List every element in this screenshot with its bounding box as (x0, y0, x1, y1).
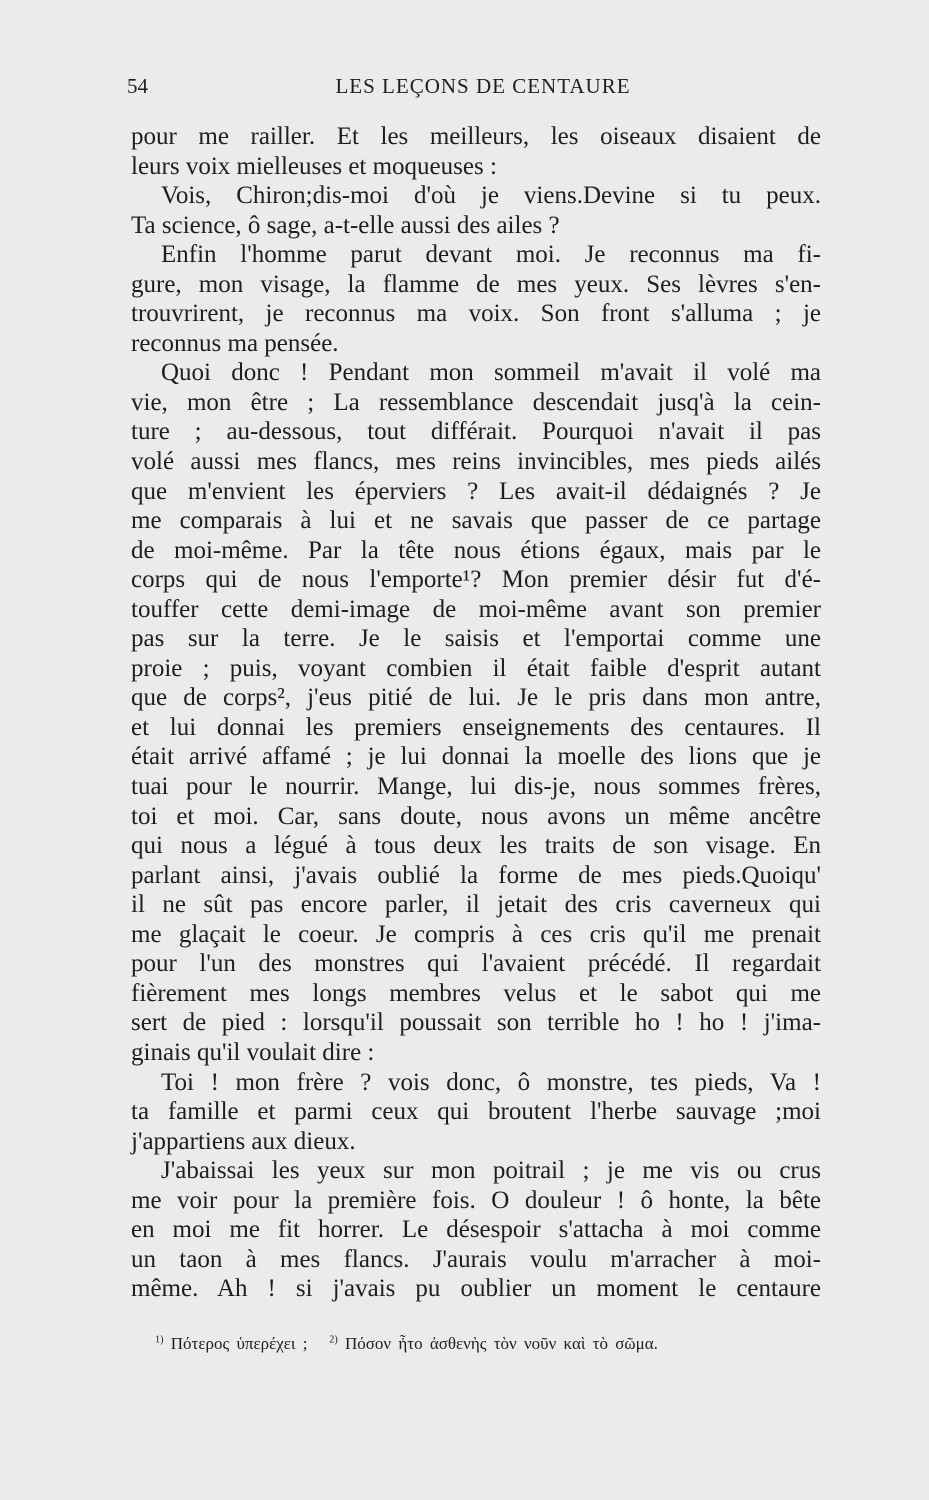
text-line: j'appartiens aux dieux. (131, 1127, 356, 1155)
text-line: il ne sût pas encore parler, il jetait des cris caverneux qui (131, 891, 821, 919)
text-line: qui nous a légué à tous deux les traits de son visage. En (131, 832, 821, 860)
text-line: reconnus ma pensée. (131, 329, 339, 357)
text-line: Toi ! mon frère ? vois donc, ô monstre, tes pieds, Va ! (161, 1068, 821, 1096)
text-line: même. Ah ! si j'avais pu oublier un moment le centaure (131, 1275, 821, 1303)
text-line: vie, mon être ; La ressemblance descendait jusq'à la cein- (131, 388, 821, 416)
text-line: touffer cette demi-image de moi-même avant son premier (131, 595, 821, 623)
text-line: ginais qu'il voulait dire : (131, 1038, 375, 1066)
text-line: tuai pour le nourrir. Mange, lui dis-je, nous sommes frères, (131, 773, 821, 801)
text-line: me glaçait le coeur. Je compris à ces cris qu'il me prenait (131, 920, 821, 948)
text-line: trouvrirent, je reconnus ma voix. Son front s'alluma ; je (131, 300, 821, 328)
text-line: pour me railler. Et les meilleurs, les oiseaux disaient de (131, 123, 821, 150)
text-line: de moi-même. Par la tête nous étions égaux, mais par le (131, 536, 821, 564)
text-line: toi et moi. Car, sans doute, nous avons un même ancêtre (131, 802, 821, 830)
text-line: me comparais à lui et ne savais que passer de ce partage (131, 507, 821, 535)
text-line: Vois, Chiron;dis-moi d'où je viens.Devine si tu peux. (161, 182, 821, 210)
text-line: volé aussi mes flancs, mes reins invincibles, mes pieds ailés (131, 448, 821, 476)
text-line: que de corps², j'eus pitié de lui. Je le pris dans mon antre, (131, 684, 821, 712)
text-line: gure, mon visage, la flamme de mes yeux. Ses lèvres s'en- (131, 270, 821, 298)
text-line: leurs voix mielleuses et moqueuses : (131, 152, 497, 180)
text-line: pas sur la terre. Je le saisis et l'emportai comme une (131, 625, 821, 653)
text-line: était arrivé affamé ; je lui donnai la moelle des lions que je (131, 743, 821, 771)
page-number: 54 (127, 74, 148, 98)
text-line: Ta science, ô sage, a-t-elle aussi des ailes ? (131, 211, 560, 239)
running-title: LES LEÇONS DE CENTAURE (335, 74, 631, 98)
footnote-mark: 1) (155, 1334, 164, 1346)
text-line: un taon à mes flancs. J'aurais voulu m'arracher à moi- (131, 1245, 821, 1273)
text-line: que m'envient les éperviers ? Les avait-il dédaignés ? Je (131, 477, 821, 505)
text-line: en moi me fit horrer. Le désespoir s'attacha à moi comme (131, 1216, 821, 1244)
text-line: Quoi donc ! Pendant mon sommeil m'avait il volé ma (161, 359, 821, 387)
text-line: pour l'un des monstres qui l'avaient précédé. Il regardait (131, 950, 821, 978)
text-line: me voir pour la première fois. O douleur ! ô honte, la bête (131, 1186, 821, 1214)
footnotes (155, 1334, 658, 1354)
body-text (131, 122, 821, 1304)
footnote-text: Πόσον ἦτο ἀσθενὴς τὸν νοῦν καὶ τὸ σῶμα. (344, 1334, 658, 1353)
text-line: corps qui de nous l'emporte¹? Mon premier désir fut d'é- (131, 566, 821, 594)
footnote-text: Πότερος ὑπερέχει ; (170, 1334, 308, 1353)
text-line: parlant ainsi, j'avais oublié la forme de mes pieds.Quoiqu' (131, 861, 821, 889)
footnote-mark: 2) (329, 1334, 338, 1346)
text-line: ta famille et parmi ceux qui broutent l'herbe sauvage ;moi (131, 1098, 821, 1126)
text-line: J'abaissai les yeux sur mon poitrail ; je me vis ou crus (161, 1157, 821, 1185)
text-line: sert de pied : lorsqu'il poussait son terrible ho ! ho ! j'ima- (131, 1009, 821, 1037)
text-line: fièrement mes longs membres velus et le sabot qui me (131, 979, 821, 1007)
text-line: Enfin l'homme parut devant moi. Je reconnus ma fi- (161, 241, 821, 269)
text-line: ture ; au-dessous, tout différait. Pourquoi n'avait il pas (131, 418, 821, 446)
text-line: proie ; puis, voyant combien il était faible d'esprit autant (131, 654, 821, 682)
text-line: et lui donnai les premiers enseignements des centaures. Il (131, 713, 821, 741)
